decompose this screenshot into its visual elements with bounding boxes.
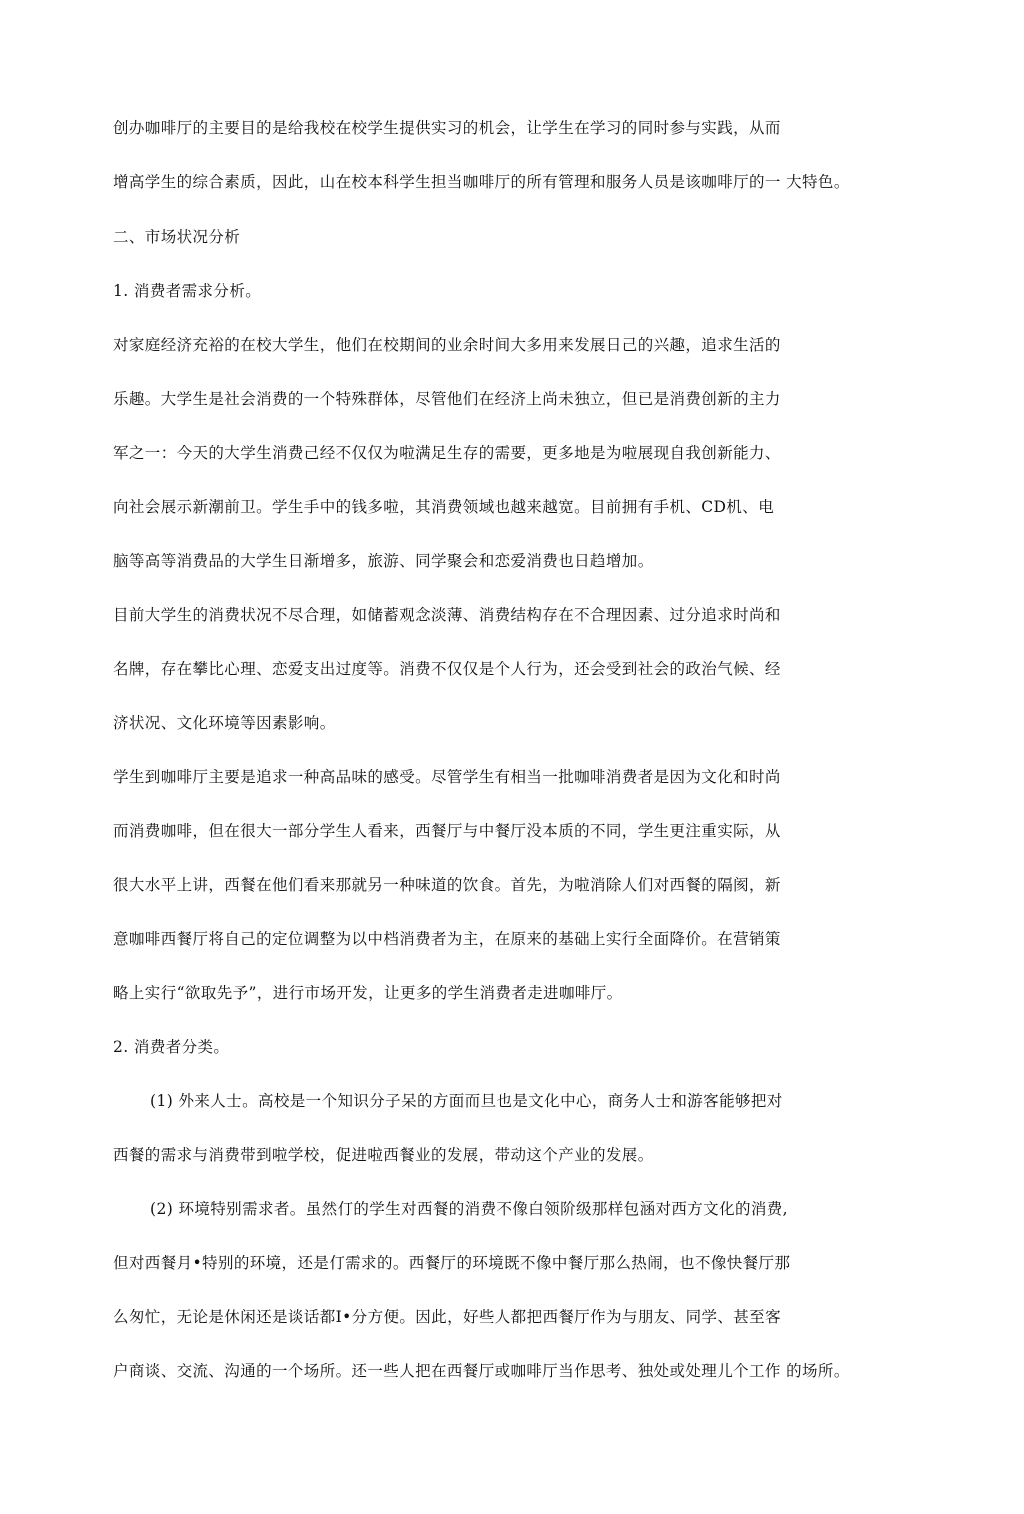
subsection-heading: 2. 消费者分类。 [113,1038,230,1056]
paragraph-line: 增高学生的综合素质，因此，山在校本科学生担当咖啡厅的所有管理和服务人员是该咖啡厅的一 大特色。 [113,173,850,191]
list-item: (2) 环境特别需求者。虽然仃的学生对西餐的消费不像白领阶级那样包涵对西方文化的消费, [150,1200,789,1218]
subsection-heading: 1. 消费者需求分析。 [113,282,262,300]
list-item: (1) 外来人士。高校是一个知识分子呆的方面而旦也是文化中心，商务人士和游客能够把对 [150,1092,783,1110]
paragraph-line: 创办咖啡厅的主要目的是给我校在校学生提供实习的机会，让学生在学习的同时参与实践，从而 [113,119,781,137]
paragraph-line: 户商谈、交流、沟通的一个场所。还一些人把在西餐厅或咖啡厅当作思考、独处或处理儿个工作 的场所。 [113,1362,850,1380]
section-heading: 二、市场状况分析 [113,228,241,246]
paragraph-line: 军之一：今天的大学生消费己经不仅仅为啦满足生存的需要，更多地是为啦展现自我创新能力、 [113,444,781,462]
paragraph-line: 对家庭经济充裕的在校大学生，他们在校期间的业余时间大多用来发展日己的兴趣，追求生活的 [113,336,781,354]
paragraph-line: 名牌，存在攀比心理、恋爱支出过度等。消费不仅仅是个人行为，还会受到社会的政治气候、经 [113,660,781,678]
paragraph-line: 意咖啡西餐厅将自己的定位调整为以中档消费者为主，在原来的基础上实行全面降价。在营销策 [113,930,781,948]
paragraph-line: 济状况、文化环境等因素影响。 [113,714,336,732]
paragraph-line: 很大水平上讲，西餐在他们看来那就另一种味道的饮食。首先，为啦消除人们对西餐的隔阂，新 [113,876,781,894]
paragraph-line: 向社会展示新潮前卫。学生手中的钱多啦，其消费领域也越来越宽。目前拥有手机、CD机、电 [113,498,775,516]
paragraph-line: 目前大学生的消费状况不尽合理，如储蓄观念淡薄、消费结构存在不合理因素、过分追求时尚和 [113,606,781,624]
paragraph-line: 略上实行“欲取先予”，进行市场开发，让更多的学生消费者走进咖啡厅。 [113,984,623,1002]
paragraph-line: 学生到咖啡厅主要是追求一种高品味的感受。尽管学生有相当一批咖啡消费者是因为文化和时尚 [113,768,781,786]
paragraph-line: 西餐的需求与消费带到啦学校，促进啦西餐业的发展，带动这个产业的发展。 [113,1146,654,1164]
paragraph-line: 乐趣。大学生是社会消费的一个特殊群体，尽管他们在经济上尚未独立，但已是消费创新的主力 [113,390,781,408]
paragraph-line: 而消费咖啡，但在很大一部分学生人看来，西餐厅与中餐厅没本质的不同，学生更注重实际，从 [113,822,781,840]
paragraph-line: 但对西餐月•特别的环境，还是仃需求的。西餐厅的环境既不像中餐厅那么热闹，也不像快餐厅那 [113,1254,791,1272]
paragraph-line: 脑等高等消费品的大学生日渐增多，旅游、同学聚会和恋爱消费也日趋增加。 [113,552,654,570]
paragraph-line: 么匆忙，无论是休闲还是谈话都I•分方便。因此，好些人都把西餐厅作为与朋友、同学、甚至客 [113,1308,781,1326]
